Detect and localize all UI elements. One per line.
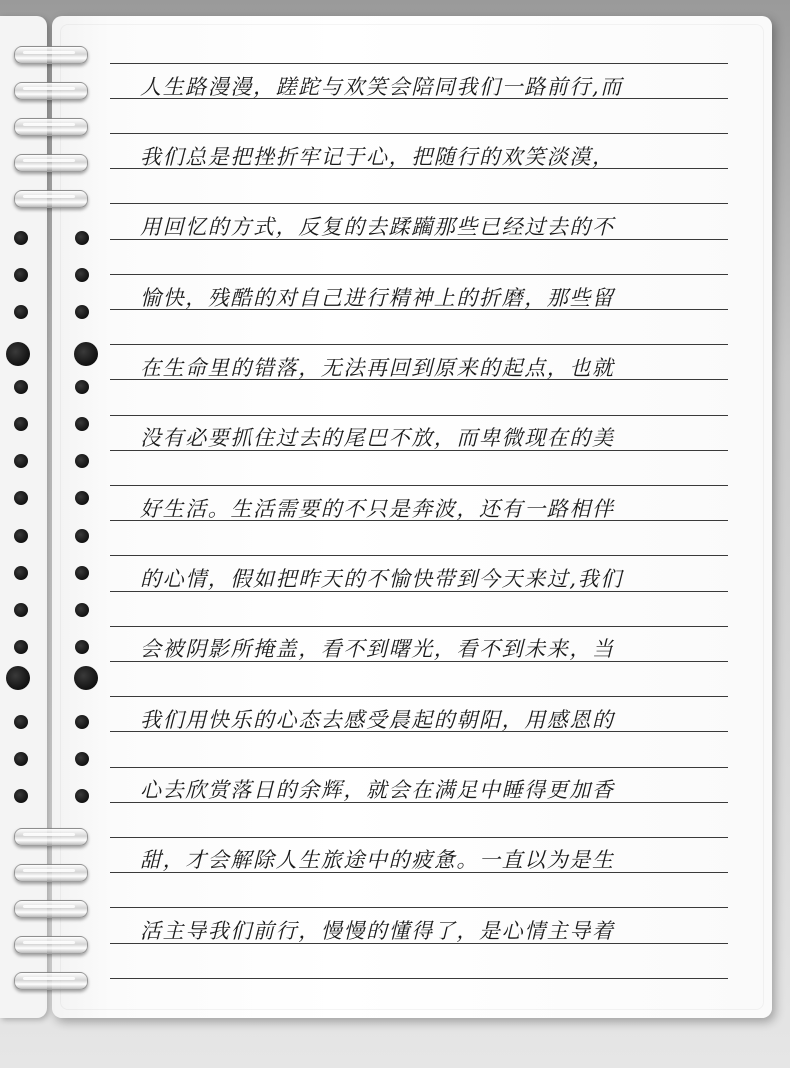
text-line: 活主导我们前行，慢慢的懂得了，是心情主导着 [140,919,615,943]
rule-line [110,907,728,908]
spiral-ring [14,864,88,882]
binding-hole [74,342,98,366]
binding-hole [75,417,89,431]
rule-line [110,767,728,768]
text-line: 人生路漫漫，蹉跎与欢笑会陪同我们一路前行,而 [140,75,623,99]
rule-line [110,978,728,979]
binding-hole [14,752,28,766]
rule-line [110,485,728,486]
binding-hole [14,640,28,654]
rule-line [110,274,728,275]
binding-hole [75,454,89,468]
rule-line [110,133,728,134]
binding-hole [14,566,28,580]
text-line: 在生命里的错落，无法再回到原来的起点，也就 [140,356,615,380]
rule-line [110,696,728,697]
spiral-ring [14,936,88,954]
text-line: 我们总是把挫折牢记于心，把随行的欢笑淡漠， [140,145,615,169]
spiral-ring [14,972,88,990]
binding-hole [14,305,28,319]
rule-line [110,63,728,64]
rule-line [110,344,728,345]
spiral-ring [14,190,88,208]
binding-hole [75,305,89,319]
binding-hole [6,342,30,366]
binding-hole [75,715,89,729]
binding-hole [75,603,89,617]
binding-hole [75,529,89,543]
binding-hole [14,268,28,282]
binding-hole [6,666,30,690]
binding-hole [75,380,89,394]
spiral-ring [14,82,88,100]
binding-hole [14,380,28,394]
binding-hole [14,603,28,617]
text-line: 用回忆的方式，反复的去蹂躏那些已经过去的不 [140,215,615,239]
binding-hole [14,715,28,729]
rule-line [110,837,728,838]
text-line: 的心情，假如把昨天的不愉快带到今天来过,我们 [140,567,623,591]
text-line: 心去欣赏落日的余辉，就会在满足中睡得更加香 [140,778,615,802]
rule-line [110,555,728,556]
binding-hole [14,231,28,245]
spiral-ring [14,118,88,136]
text-line: 甜，才会解除人生旅途中的疲惫。一直以为是生 [140,848,615,872]
text-line: 会被阴影所掩盖，看不到曙光，看不到未来，当 [140,637,615,661]
rule-line [110,415,728,416]
text-line: 没有必要抓住过去的尾巴不放，而卑微现在的美 [140,426,615,450]
rule-line [110,203,728,204]
spiral-ring [14,900,88,918]
binding-hole [14,529,28,543]
binding-hole [14,417,28,431]
binding-hole [75,566,89,580]
text-line: 好生活。生活需要的不只是奔波，还有一路相伴 [140,497,615,521]
binding-hole [14,491,28,505]
binding-hole [75,268,89,282]
binding-hole [75,789,89,803]
binding-hole [75,752,89,766]
binding-hole [75,640,89,654]
rule-line [110,626,728,627]
binding-hole [75,231,89,245]
binding-hole [74,666,98,690]
binding-hole [14,454,28,468]
spiral-ring [14,828,88,846]
text-line: 愉快，残酷的对自己进行精神上的折磨，那些留 [140,286,615,310]
spiral-ring [14,46,88,64]
spiral-ring [14,154,88,172]
binding-hole [75,491,89,505]
binding-hole [14,789,28,803]
text-line: 我们用快乐的心态去感受晨起的朝阳，用感恩的 [140,708,615,732]
